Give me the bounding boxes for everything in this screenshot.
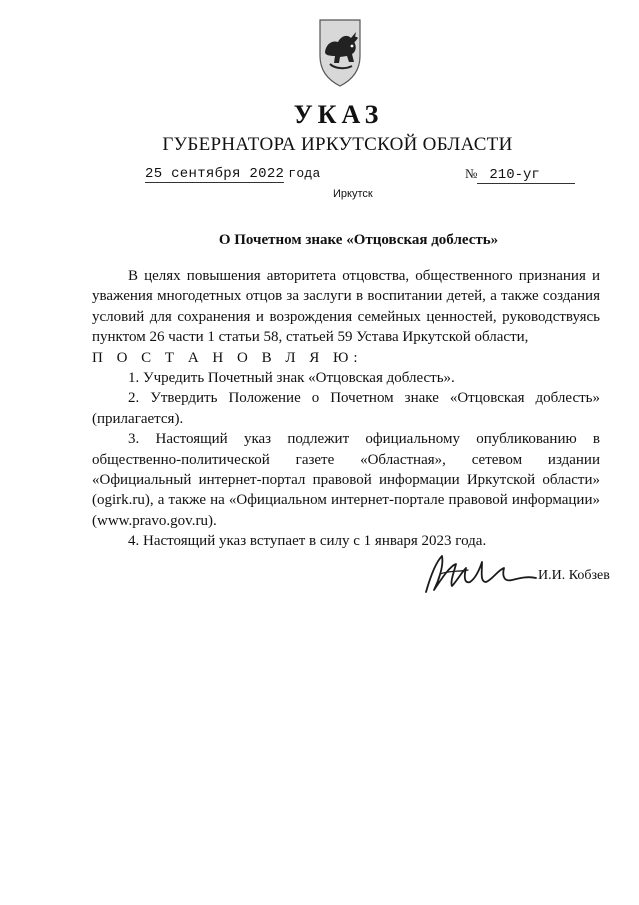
number-sign: № <box>465 166 478 181</box>
document-city: Иркутск <box>333 188 373 200</box>
document-date <box>145 166 321 183</box>
handwritten-signature-icon <box>420 548 538 596</box>
list-item: 1. Учредить Почетный знак «Отцовская доблесть». <box>128 370 455 387</box>
date-value: 25 сентября 2022 <box>145 166 285 182</box>
preamble-paragraph <box>92 266 600 368</box>
list-item: 4. Настоящий указ вступает в силу с 1 января 2023 года. <box>128 533 487 550</box>
document-number <box>465 166 575 184</box>
signature-block <box>420 548 630 598</box>
preamble-text: В целях повышения авторитета отцовства, общественного признания и уважения многодетных отцов за заслуги в воспитании детей, а также создания условий для сохранения и возрождения семейных ценностей, руководствуясь пунктом 26 части 1 статьи 58, статьей 59 Устава Иркутской области, <box>92 268 600 346</box>
irkutsk-coat-of-arms-icon <box>314 16 366 88</box>
document-subtitle: ГУБЕРНАТОРА ИРКУТСКОЙ ОБЛАСТИ <box>162 134 513 155</box>
document-body <box>92 266 600 552</box>
date-suffix: года <box>288 166 321 181</box>
document-title: УКАЗ <box>293 100 384 129</box>
number-value: 210-уг <box>477 167 575 184</box>
document-heading: О Почетном знаке «Отцовская доблесть» <box>218 232 499 248</box>
list-item: 3. Настоящий указ подлежит официальному опубликованию в общественно-политической газете «Областная», сетевом издании «Официальный интернет-портал правовой информации Иркутской области» (ogirk.ru), а также на «Официальном интернет-портале правовой информации» (www.pravo.gov.ru). <box>92 431 600 529</box>
decree-word: П О С Т А Н О В Л Я Ю: <box>92 349 363 366</box>
list-item: 2. Утвердить Положение о Почетном знаке «Отцовская доблесть» (прилагается). <box>92 390 600 427</box>
signer-name: И.И. Кобзев <box>538 568 610 583</box>
